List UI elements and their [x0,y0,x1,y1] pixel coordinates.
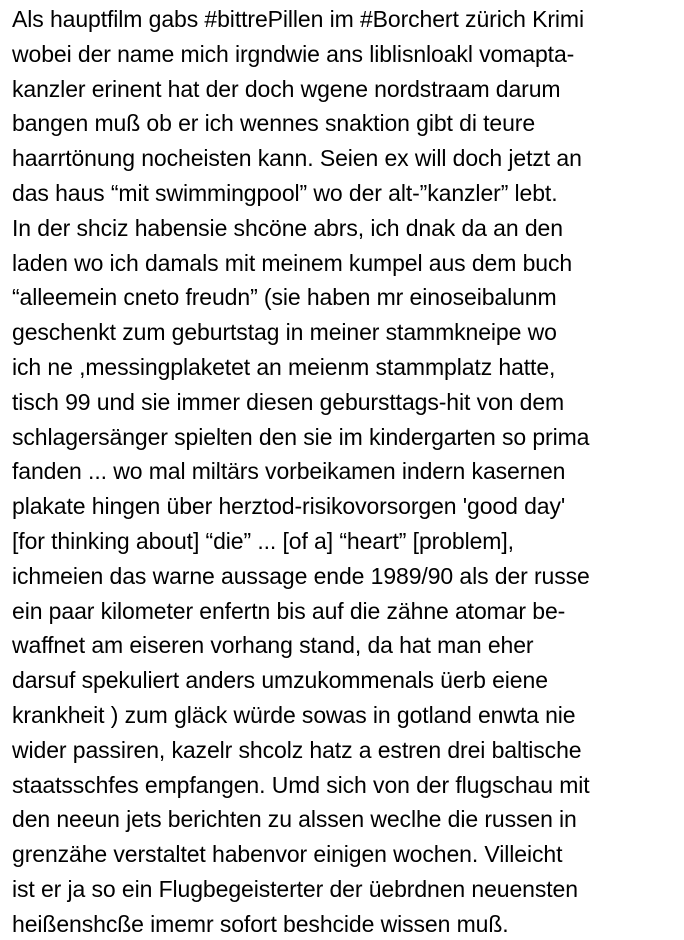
text-line-1: Als hauptfilm gabs #bittrePillen im #Borchert zürich Krimi [12,6,584,32]
text-line-24: den neeun jets berichten zu alssen weclhe die russen in [12,806,577,833]
text-line-18: ein paar kilometer enfertn bis auf die zähne atomar be- [12,597,566,624]
text-line-16: [for thinking about] “die” ... [of a] “heart” [problem], [12,527,514,554]
text-line-3: kanzler erinent hat der doch wgene nordstraam darum [12,75,561,102]
text-line-5: haarrtönung nocheisten kann. Seien ex will doch jetzt an [12,145,582,172]
text-line-8: laden wo ich damals mit meinem kumpel aus dem buch [12,249,573,276]
text-line-27: heißenshcße imemr sofort beshcide wissen muß. [12,910,509,937]
text-line-6: das haus “mit swimmingpool” wo der alt-”kanzler” lebt. [12,179,558,206]
text-line-14: fanden ... wo mal miltärs vorbeikamen indern kasernen [12,458,566,485]
text-line-13: schlagersänger spielten den sie im kindergarten so prima [12,423,590,450]
text-line-21: krankheit ) zum gläck würde sowas in gotland enwta nie [12,701,576,728]
text-line-15: plakate hingen über herztod-risikovorsorgen 'good day' [12,493,566,520]
text-line-20: darsuf spekuliert anders umzukommenals üerb eiene [12,667,548,694]
body-text [12,2,682,940]
text-line-19: waffnet am eiseren vorhang stand, da hat man eher [12,632,534,659]
text-line-11: ich ne ,messingplaketet an meienm stammplatz hatte, [12,353,556,380]
text-line-23: staatsschfes empfangen. Umd sich von der flugschau mit [12,771,590,798]
text-line-12: tisch 99 und sie immer diesen gebursttags-hit von dem [12,388,565,415]
text-line-26: ist er ja so ein Flugbegeisterter der üebrdnen neuensten [12,875,578,902]
text-line-7: In der shciz habensie shcöne abrs, ich dnak da an den [12,214,563,241]
text-line-22: wider passiren, kazelr shcolz hatz a estren drei baltische [12,736,582,763]
text-line-17: ichmeien das warne aussage ende 1989/90 als der russe [12,562,590,589]
text-line-4: bangen muß ob er ich wennes snaktion gibt di teure [12,110,536,137]
text-line-9: “alleemein cneto freudn” (sie haben mr einoseibalunm [12,284,557,311]
text-line-10: geschenkt zum geburtstag in meiner stammkneipe wo [12,319,557,346]
text-line-25: grenzähe verstaltet habenvor einigen wochen. Villeicht [12,841,563,868]
text-line-2: wobei der name mich irgndwie ans liblisnloakl vomapta- [12,40,575,67]
